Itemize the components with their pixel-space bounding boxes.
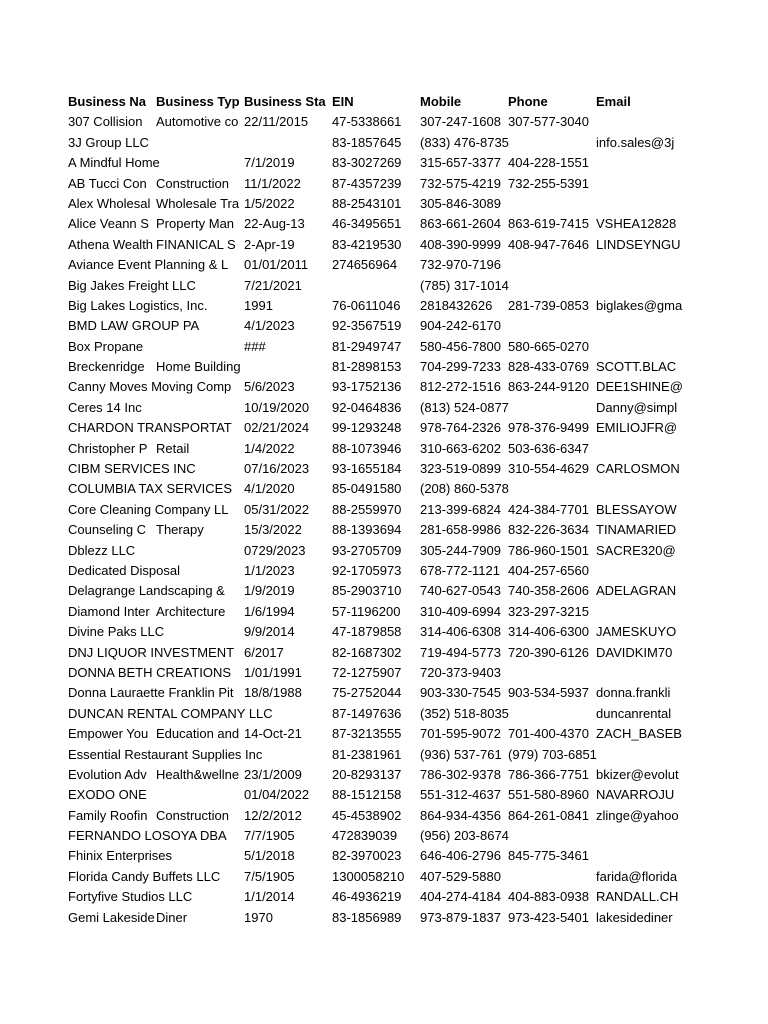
cell-mobile[interactable]: 732-970-7196 — [420, 257, 501, 273]
cell-email[interactable]: ADELAGRAN — [596, 583, 677, 599]
cell-business-start[interactable]: 01/04/2022 — [244, 787, 310, 803]
cell-ein[interactable]: 83-1856989 — [332, 909, 402, 925]
cell-business-start[interactable]: 5/6/2023 — [244, 379, 295, 395]
cell-mobile[interactable]: 281-658-9986 — [420, 522, 501, 538]
cell-mobile[interactable]: (352) 518-8035 — [420, 705, 509, 721]
table-row — [68, 846, 688, 866]
cell-business-name[interactable]: Core Cleaning Company LL — [68, 501, 229, 517]
cell-business-start[interactable]: 7/21/2021 — [244, 277, 302, 293]
spreadsheet — [68, 92, 688, 928]
table-row — [68, 500, 688, 520]
cell-email[interactable]: NAVARROJU — [596, 787, 675, 803]
cell-business-name[interactable]: BMD LAW GROUP PA — [68, 318, 200, 334]
cell-business-name[interactable]: Big Jakes Freight LLC — [68, 277, 196, 293]
cell-ein[interactable]: 274656964 — [332, 257, 398, 273]
table-row — [68, 459, 688, 479]
cell-ein[interactable]: 57-1196200 — [332, 603, 401, 619]
table-row — [68, 337, 688, 357]
cell-business-start[interactable]: 4/1/2020 — [244, 481, 295, 497]
cell-business-start[interactable]: 14-Oct-21 — [244, 726, 302, 742]
cell-mobile[interactable]: 719-494-5773 — [420, 644, 501, 660]
cell-mobile[interactable]: (208) 860-5378 — [420, 481, 509, 497]
cell-phone[interactable]: 845-775-3461 — [508, 848, 589, 864]
cell-email[interactable]: biglakes@gma — [596, 297, 683, 313]
cell-ein[interactable]: 46-4936219 — [332, 889, 402, 905]
cell-business-name[interactable]: Athena Wealth — [68, 236, 154, 252]
cell-phone[interactable]: 740-358-2606 — [508, 583, 589, 599]
cell-ein[interactable]: 83-1857645 — [332, 134, 402, 150]
cell-business-type[interactable]: Architecture — [156, 603, 226, 619]
cell-business-name[interactable]: Counseling C — [68, 522, 147, 538]
cell-email[interactable]: lakesidediner — [596, 909, 673, 925]
table-row — [68, 357, 688, 377]
cell-mobile[interactable]: (833) 476-8735 — [420, 134, 509, 150]
cell-phone[interactable]: 786-366-7751 — [508, 766, 589, 782]
table-row — [68, 316, 688, 336]
cell-ein[interactable]: 88-2543101 — [332, 195, 402, 211]
cell-business-name[interactable]: Diamond Inter — [68, 603, 150, 619]
cell-email[interactable]: JAMESKUYO — [596, 624, 677, 640]
cell-ein[interactable]: 20-8293137 — [332, 766, 402, 782]
column-header-phone[interactable]: Phone — [508, 94, 548, 109]
cell-ein[interactable]: 85-2903710 — [332, 583, 402, 599]
cell-email[interactable]: farida@florida — [596, 868, 678, 884]
cell-business-start[interactable]: 02/21/2024 — [244, 420, 310, 436]
cell-ein[interactable]: 92-1705973 — [332, 562, 402, 578]
table-row — [68, 296, 688, 316]
cell-phone[interactable]: 828-433-0769 — [508, 359, 589, 375]
cell-business-start[interactable]: 01/01/2011 — [244, 257, 309, 273]
table-row — [68, 826, 688, 846]
cell-business-name[interactable]: Breckenridge — [68, 359, 145, 375]
table-row — [68, 887, 688, 907]
cell-business-start[interactable]: 1970 — [244, 909, 273, 925]
cell-phone[interactable]: 323-297-3215 — [508, 603, 589, 619]
cell-ein[interactable]: 83-3027269 — [332, 155, 402, 171]
cell-ein[interactable]: 92-3567519 — [332, 318, 402, 334]
cell-business-start[interactable]: 0729/2023 — [244, 542, 306, 558]
cell-email[interactable]: zlinge@yahoo — [596, 807, 679, 823]
cell-phone[interactable]: 503-636-6347 — [508, 440, 589, 456]
table-row — [68, 683, 688, 703]
cell-mobile[interactable]: 315-657-3377 — [420, 155, 501, 171]
table-row — [68, 602, 688, 622]
cell-business-name[interactable]: 307 Collision — [68, 114, 143, 130]
cell-ein[interactable]: 46-3495651 — [332, 216, 402, 232]
table-row — [68, 174, 688, 194]
table-row — [68, 541, 688, 561]
cell-ein[interactable]: 76-0611046 — [332, 297, 401, 313]
cell-business-type[interactable]: Home Building — [156, 359, 241, 375]
table-body — [68, 112, 688, 928]
cell-mobile[interactable]: 704-299-7233 — [420, 359, 501, 375]
cell-business-name[interactable]: Delagrange Landscaping & — [68, 583, 225, 599]
cell-mobile[interactable]: 580-456-7800 — [420, 338, 501, 354]
cell-business-start[interactable]: 1/01/1991 — [244, 664, 302, 680]
cell-phone[interactable]: 551-580-8960 — [508, 787, 589, 803]
cell-phone[interactable]: 404-228-1551 — [508, 155, 589, 171]
cell-business-type[interactable]: Diner — [156, 909, 188, 925]
cell-mobile[interactable]: 310-663-6202 — [420, 440, 501, 456]
cell-phone[interactable]: 732-255-5391 — [508, 175, 589, 191]
cell-business-start[interactable]: 15/3/2022 — [244, 522, 302, 538]
cell-email[interactable]: ZACH_BASEB — [596, 726, 682, 742]
cell-business-name[interactable]: Fortyfive Studios LLC — [68, 889, 193, 905]
cell-business-start[interactable]: 18/8/1988 — [244, 685, 302, 701]
cell-email[interactable]: info.sales@3j — [596, 134, 675, 150]
cell-phone[interactable]: 404-257-6560 — [508, 562, 589, 578]
cell-business-name[interactable]: Evolution Adv — [68, 766, 147, 782]
cell-mobile[interactable]: 863-661-2604 — [420, 216, 501, 232]
cell-phone[interactable]: 903-534-5937 — [508, 685, 589, 701]
cell-business-start[interactable]: 1/9/2019 — [244, 583, 295, 599]
cell-email[interactable]: SCOTT.BLAC — [596, 359, 677, 375]
cell-ein[interactable]: 82-1687302 — [332, 644, 402, 660]
table-row — [68, 276, 688, 296]
cell-business-type[interactable]: Health&wellne — [156, 766, 240, 782]
cell-business-name[interactable]: DUNCAN RENTAL COMPANY LLC — [68, 705, 273, 721]
cell-mobile[interactable]: 305-244-7909 — [420, 542, 501, 558]
cell-business-name[interactable]: Donna Lauraette Franklin Pit — [68, 685, 234, 701]
cell-ein[interactable]: 75-2752044 — [332, 685, 402, 701]
cell-business-start[interactable]: 5/1/2018 — [244, 848, 295, 864]
cell-ein[interactable]: 472839039 — [332, 828, 398, 844]
cell-ein[interactable]: 93-1655184 — [332, 461, 402, 477]
cell-ein[interactable]: 99-1293248 — [332, 420, 402, 436]
cell-phone[interactable]: 786-960-1501 — [508, 542, 589, 558]
cell-mobile[interactable]: 904-242-6170 — [420, 318, 501, 334]
cell-mobile[interactable]: (813) 524-0877 — [420, 399, 509, 415]
cell-email[interactable]: donna.frankli — [596, 685, 671, 701]
table-row — [68, 704, 688, 724]
cell-mobile[interactable]: 812-272-1516 — [420, 379, 501, 395]
cell-business-start[interactable]: 7/1/2019 — [244, 155, 295, 171]
cell-business-name[interactable]: Empower You — [68, 726, 149, 742]
cell-mobile[interactable]: 864-934-4356 — [420, 807, 501, 823]
table-row — [68, 745, 688, 765]
column-header-email[interactable]: Email — [596, 94, 631, 109]
cell-mobile[interactable]: 307-247-1608 — [420, 114, 501, 130]
cell-business-start[interactable]: 07/16/2023 — [244, 461, 310, 477]
cell-business-name[interactable]: Alex Wholesal — [68, 195, 151, 211]
cell-phone[interactable]: 863-244-9120 — [508, 379, 589, 395]
cell-business-type[interactable]: Construction — [156, 175, 229, 191]
table-row — [68, 479, 688, 499]
cell-business-start[interactable]: 7/5/1905 — [244, 868, 295, 884]
table-row — [68, 765, 688, 785]
cell-ein[interactable]: 85-0491580 — [332, 481, 402, 497]
cell-ein[interactable]: 82-3970023 — [332, 848, 402, 864]
cell-business-type[interactable]: Retail — [156, 440, 190, 456]
cell-business-type[interactable]: Therapy — [156, 522, 204, 538]
table-row — [68, 561, 688, 581]
cell-phone[interactable]: 864-261-0841 — [508, 807, 589, 823]
cell-phone[interactable]: 863-619-7415 — [508, 216, 589, 232]
column-header-ein[interactable]: EIN — [332, 94, 354, 109]
cell-business-start[interactable]: ### — [244, 338, 266, 354]
cell-phone[interactable]: 973-423-5401 — [508, 909, 589, 925]
cell-mobile[interactable]: (785) 317-1014 — [420, 277, 509, 293]
cell-email[interactable]: duncanrental — [596, 705, 672, 721]
cell-phone[interactable]: (979) 703-6851 — [508, 746, 597, 762]
cell-email[interactable]: SACRE320@ — [596, 542, 676, 558]
cell-mobile[interactable]: 551-312-4637 — [420, 787, 501, 803]
cell-business-name[interactable]: Essential Restaurant Supplies Inc — [68, 746, 263, 762]
cell-ein[interactable]: 88-1073946 — [332, 440, 402, 456]
cell-ein[interactable]: 47-5338661 — [332, 114, 402, 130]
cell-business-name[interactable]: Fhinix Enterprises — [68, 848, 173, 864]
column-header-mobile[interactable]: Mobile — [420, 94, 462, 109]
cell-ein[interactable]: 81-2381961 — [332, 746, 402, 762]
cell-business-start[interactable]: 4/1/2023 — [244, 318, 295, 334]
cell-mobile[interactable]: 732-575-4219 — [420, 175, 501, 191]
cell-phone[interactable]: 307-577-3040 — [508, 114, 589, 130]
cell-mobile[interactable]: 2818432626 — [420, 297, 493, 313]
table-row — [68, 377, 688, 397]
cell-ein[interactable]: 87-4357239 — [332, 175, 402, 191]
cell-business-name[interactable]: Divine Paks LLC — [68, 624, 165, 640]
cell-business-name[interactable]: Big Lakes Logistics, Inc. — [68, 297, 208, 313]
cell-ein[interactable]: 72-1275907 — [332, 664, 402, 680]
cell-mobile[interactable]: 646-406-2796 — [420, 848, 501, 864]
cell-mobile[interactable]: 310-409-6994 — [420, 603, 501, 619]
cell-business-start[interactable]: 1/5/2022 — [244, 195, 295, 211]
cell-mobile[interactable]: 213-399-6824 — [420, 501, 501, 517]
cell-business-start[interactable]: 6/2017 — [244, 644, 284, 660]
cell-business-name[interactable]: Box Propane — [68, 338, 144, 354]
cell-mobile[interactable]: (936) 537-761 — [420, 746, 502, 762]
cell-mobile[interactable]: 678-772-1121 — [420, 562, 500, 578]
cell-ein[interactable]: 87-1497636 — [332, 705, 402, 721]
table-row — [68, 153, 688, 173]
cell-mobile[interactable]: 786-302-9378 — [420, 766, 501, 782]
cell-business-start[interactable]: 1/1/2014 — [244, 889, 295, 905]
cell-business-name[interactable]: Dblezz LLC — [68, 542, 136, 558]
cell-email[interactable]: bkizer@evolut — [596, 766, 679, 782]
cell-business-start[interactable]: 05/31/2022 — [244, 501, 310, 517]
table-row — [68, 255, 688, 275]
cell-email[interactable]: VSHEA12828 — [596, 216, 677, 232]
cell-mobile[interactable]: 978-764-2326 — [420, 420, 501, 436]
cell-email[interactable]: RANDALL.CH — [596, 889, 679, 905]
cell-business-start[interactable]: 1/4/2022 — [244, 440, 295, 456]
cell-email[interactable]: EMILIOJFR@ — [596, 420, 678, 436]
cell-business-start[interactable]: 1991 — [244, 297, 273, 313]
cell-ein[interactable]: 93-2705709 — [332, 542, 402, 558]
cell-business-name[interactable]: Dedicated Disposal — [68, 562, 181, 578]
cell-email[interactable]: DAVIDKIM70 — [596, 644, 673, 660]
cell-phone[interactable]: 310-554-4629 — [508, 461, 589, 477]
cell-phone[interactable]: 720-390-6126 — [508, 644, 589, 660]
cell-business-start[interactable]: 12/2/2012 — [244, 807, 302, 823]
table-row — [68, 867, 688, 887]
header-row — [68, 92, 688, 112]
cell-mobile[interactable]: 740-627-0543 — [420, 583, 501, 599]
cell-business-name[interactable]: FERNANDO LOSOYA DBA — [68, 828, 227, 844]
table-row — [68, 908, 688, 928]
table-row — [68, 663, 688, 683]
cell-business-name[interactable]: COLUMBIA TAX SERVICES — [68, 481, 232, 497]
cell-ein[interactable]: 81-2949747 — [332, 338, 402, 354]
cell-phone[interactable]: 701-400-4370 — [508, 726, 589, 742]
table-row — [68, 235, 688, 255]
cell-phone[interactable]: 580-665-0270 — [508, 338, 589, 354]
cell-business-name[interactable]: AB Tucci Con — [68, 175, 147, 191]
cell-phone[interactable]: 408-947-7646 — [508, 236, 589, 252]
cell-email[interactable]: LINDSEYNGU — [596, 236, 681, 252]
table-row — [68, 112, 688, 132]
cell-mobile[interactable]: 407-529-5880 — [420, 868, 501, 884]
cell-email[interactable]: TINAMARIED — [596, 522, 677, 538]
cell-business-name[interactable]: Christopher P — [68, 440, 148, 456]
column-header-business-start[interactable]: Business Sta — [244, 94, 326, 109]
cell-business-start[interactable]: 11/1/2022 — [244, 175, 301, 191]
cell-business-start[interactable]: 2-Apr-19 — [244, 236, 295, 252]
cell-business-type[interactable]: Education and — [156, 726, 240, 742]
cell-phone[interactable]: 404-883-0938 — [508, 889, 589, 905]
cell-phone[interactable]: 314-406-6300 — [508, 624, 589, 640]
cell-ein[interactable]: 83-4219530 — [332, 236, 402, 252]
cell-business-type[interactable]: Construction — [156, 807, 229, 823]
table-row — [68, 643, 688, 663]
cell-email[interactable]: Danny@simpl — [596, 399, 678, 415]
cell-business-start[interactable]: 9/9/2014 — [244, 624, 295, 640]
cell-ein[interactable]: 1300058210 — [332, 868, 405, 884]
cell-business-name[interactable]: Family Roofin — [68, 807, 148, 823]
table-row — [68, 133, 688, 153]
cell-phone[interactable]: 978-376-9499 — [508, 420, 589, 436]
cell-business-type[interactable]: Wholesale Tra — [156, 195, 240, 211]
table-row — [68, 785, 688, 805]
cell-ein[interactable]: 92-0464836 — [332, 399, 402, 415]
cell-mobile[interactable]: 323-519-0899 — [420, 461, 501, 477]
cell-mobile[interactable]: 701-595-9072 — [420, 726, 501, 742]
cell-business-start[interactable]: 10/19/2020 — [244, 399, 310, 415]
cell-ein[interactable]: 88-1512158 — [332, 787, 402, 803]
table-row — [68, 439, 688, 459]
cell-phone[interactable]: 832-226-3634 — [508, 522, 589, 538]
table-row — [68, 806, 688, 826]
cell-business-start[interactable]: 7/7/1905 — [244, 828, 295, 844]
cell-email[interactable]: DEE1SHINE@ — [596, 379, 683, 395]
column-header-business-name[interactable]: Business Na — [68, 94, 147, 109]
cell-mobile[interactable]: 973-879-1837 — [420, 909, 501, 925]
table-row — [68, 724, 688, 744]
cell-business-name[interactable]: Canny Moves Moving Comp — [68, 379, 232, 395]
cell-mobile[interactable]: 408-390-9999 — [420, 236, 501, 252]
cell-business-name[interactable]: EXODO ONE — [68, 787, 147, 803]
table-row — [68, 622, 688, 642]
cell-business-name[interactable]: CIBM SERVICES INC — [68, 461, 196, 477]
cell-mobile[interactable]: 903-330-7545 — [420, 685, 501, 701]
cell-business-start[interactable]: 22/11/2015 — [244, 114, 309, 130]
cell-mobile[interactable]: 305-846-3089 — [420, 195, 501, 211]
cell-ein[interactable]: 45-4538902 — [332, 807, 402, 823]
cell-phone[interactable]: 281-739-0853 — [508, 297, 589, 313]
cell-ein[interactable]: 47-1879858 — [332, 624, 402, 640]
cell-business-name[interactable]: DNJ LIQUOR INVESTMENT — [68, 644, 235, 660]
cell-mobile[interactable]: 314-406-6308 — [420, 624, 501, 640]
cell-business-start[interactable]: 23/1/2009 — [244, 766, 302, 782]
cell-business-name[interactable]: Gemi Lakeside — [68, 909, 155, 925]
cell-business-start[interactable]: 1/6/1994 — [244, 603, 295, 619]
cell-ein[interactable]: 88-2559970 — [332, 501, 402, 517]
cell-ein[interactable]: 93-1752136 — [332, 379, 402, 395]
cell-ein[interactable]: 87-3213555 — [332, 726, 402, 742]
column-header-business-type[interactable]: Business Typ — [156, 94, 240, 109]
cell-business-type[interactable]: FINANICAL S — [156, 236, 236, 252]
cell-mobile[interactable]: (956) 203-8674 — [420, 828, 509, 844]
cell-business-type[interactable]: Automotive co — [156, 114, 239, 130]
cell-business-name[interactable]: A Mindful Home — [68, 155, 160, 171]
table-row — [68, 194, 688, 214]
cell-business-name[interactable]: Aviance Event Planning & L — [68, 257, 229, 273]
table-row — [68, 520, 688, 540]
cell-business-start[interactable]: 1/1/2023 — [244, 562, 295, 578]
cell-business-name[interactable]: Alice Veann S — [68, 216, 149, 232]
cell-business-name[interactable]: CHARDON TRANSPORTAT — [68, 420, 232, 436]
table-row — [68, 398, 688, 418]
cell-ein[interactable]: 88-1393694 — [332, 522, 402, 538]
table-row — [68, 418, 688, 438]
cell-mobile[interactable]: 404-274-4184 — [420, 889, 501, 905]
cell-business-start[interactable]: 22-Aug-13 — [244, 216, 305, 232]
cell-phone[interactable]: 424-384-7701 — [508, 501, 589, 517]
cell-ein[interactable]: 81-2898153 — [332, 359, 402, 375]
cell-business-name[interactable]: 3J Group LLC — [68, 134, 149, 150]
cell-business-type[interactable]: Property Man — [156, 216, 235, 232]
cell-business-name[interactable]: DONNA BETH CREATIONS — [68, 664, 232, 680]
cell-business-name[interactable]: Ceres 14 Inc — [68, 399, 142, 415]
cell-mobile[interactable]: 720-373-9403 — [420, 664, 501, 680]
cell-email[interactable]: CARLOSMON — [596, 461, 680, 477]
cell-business-name[interactable]: Florida Candy Buffets LLC — [68, 868, 221, 884]
table-row — [68, 214, 688, 234]
cell-email[interactable]: BLESSAYOW — [596, 501, 677, 517]
table-row — [68, 581, 688, 601]
